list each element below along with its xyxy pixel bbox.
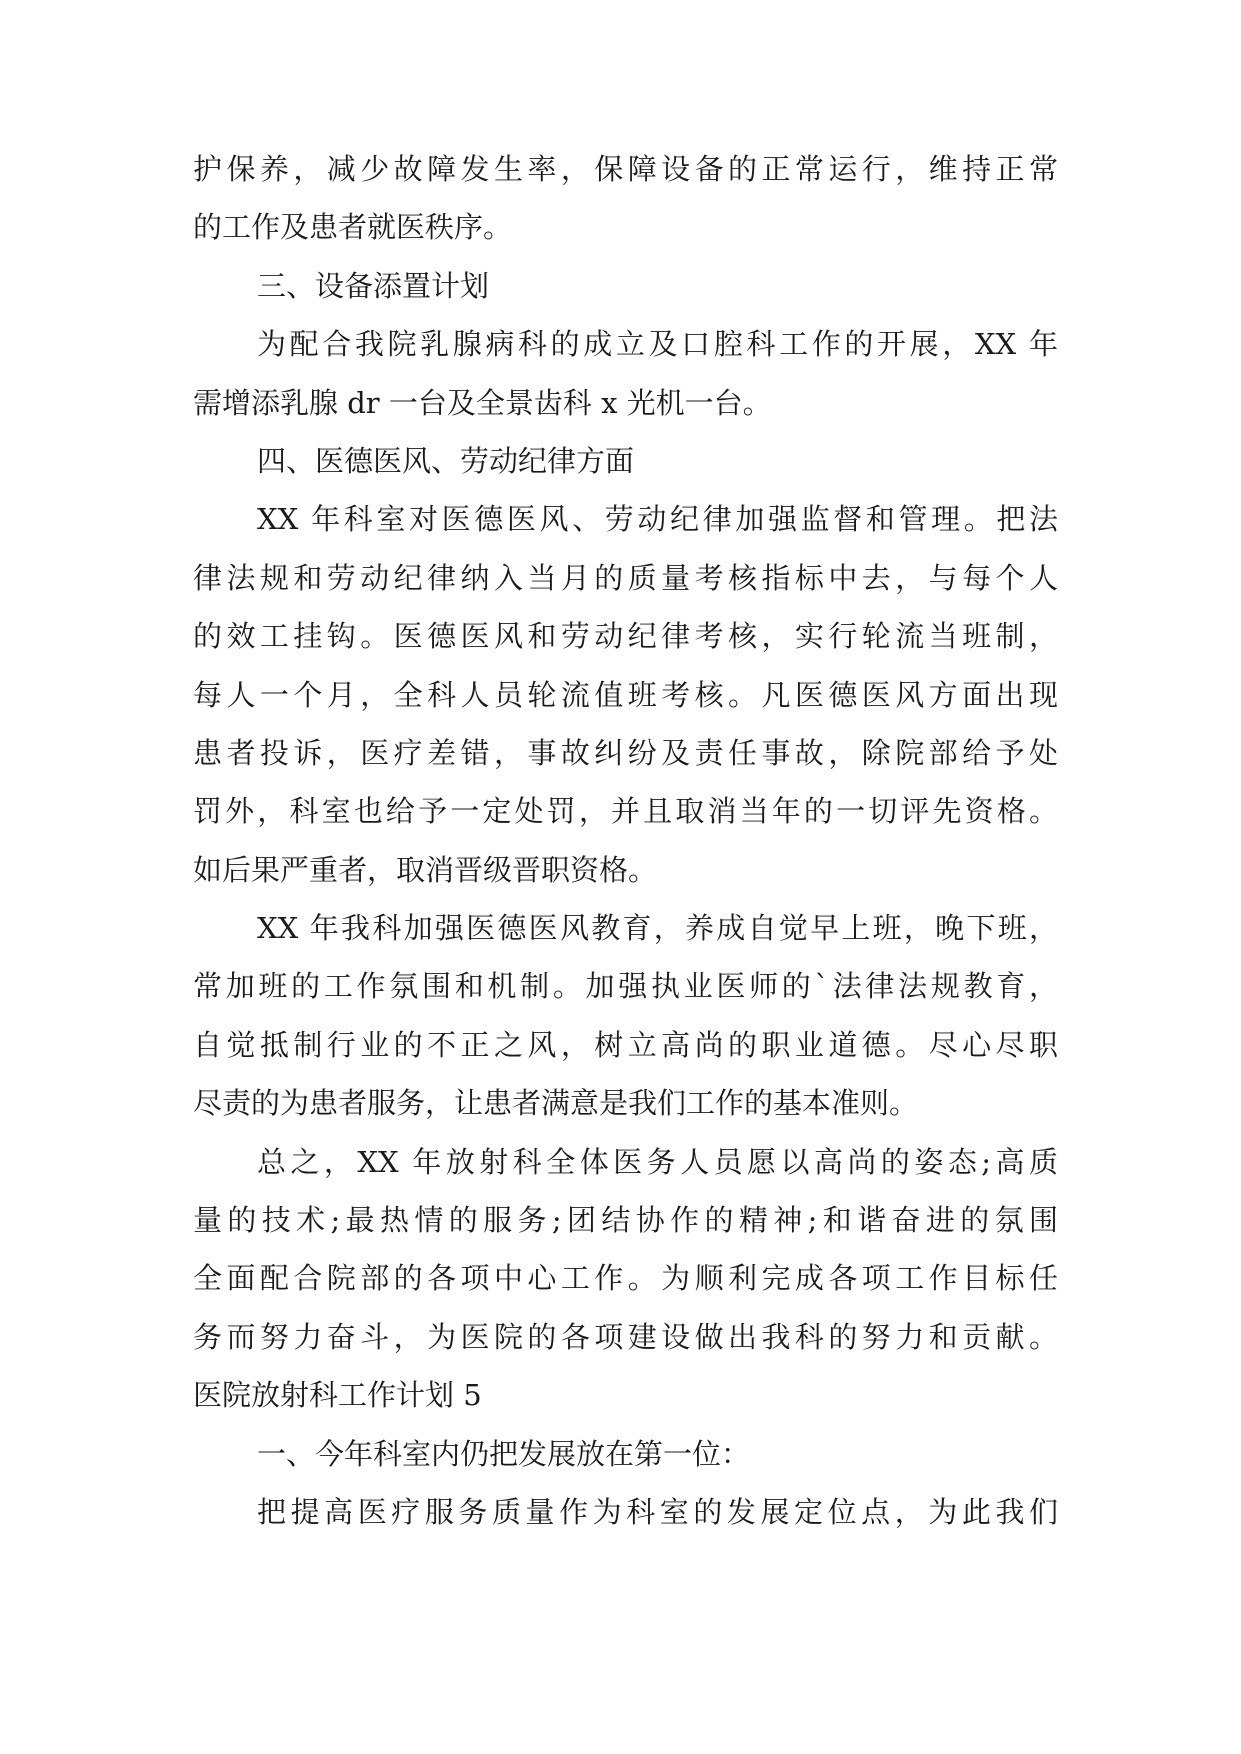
text-line: 罚外，科室也给予一定处罚，并且取消当年的一切评先资格。 (193, 794, 1058, 829)
text-line: 律法规和劳动纪律纳入当月的质量考核指标中去，与每个人 (193, 560, 1058, 595)
text-line: 为配合我院乳腺病科的成立及口腔科工作的开展，XX 年 (257, 327, 1058, 362)
text-line: 患者投诉，医疗差错，事故纠纷及责任事故，除院部给予处 (193, 735, 1058, 770)
text-line: 全面配合院部的各项中心工作。为顺利完成各项工作目标任 (193, 1261, 1058, 1296)
section-heading: 四、医德医风、劳动纪律方面 (257, 443, 635, 478)
text-line: 量的技术;最热情的服务;团结协作的精神;和谐奋进的氛围 (193, 1203, 1058, 1238)
text-line: 把提高医疗服务质量作为科室的发展定位点，为此我们 (257, 1494, 1058, 1529)
text-line: 自觉抵制行业的不正之风，树立高尚的职业道德。尽心尽职 (193, 1027, 1058, 1062)
text-line: 尽责的为患者服务，让患者满意是我们工作的基本准则。 (193, 1086, 919, 1121)
text-line: 常加班的工作氛围和机制。加强执业医师的`法律法规教育， (193, 969, 1058, 1004)
section-heading: 三、设备添置计划 (257, 268, 490, 303)
text-line: 护保养，减少故障发生率，保障设备的正常运行，维持正常 (193, 152, 1058, 186)
text-line: 务而努力奋斗，为医院的各项建设做出我科的努力和贡献。 (193, 1319, 1058, 1354)
document-title: 医院放射科工作计划 5 (193, 1378, 482, 1413)
text-line: 总之，XX 年放射科全体医务人员愿以高尚的姿态;高质 (257, 1144, 1058, 1179)
text-line: 每人一个月，全科人员轮流值班考核。凡医德医风方面出现 (193, 677, 1058, 712)
text-line: 需增添乳腺 dr 一台及全景齿科 x 光机一台。 (193, 385, 772, 420)
text-line: XX 年科室对医德医风、劳动纪律加强监督和管理。把法 (257, 502, 1058, 537)
text-line: 的效工挂钩。医德医风和劳动纪律考核，实行轮流当班制， (193, 619, 1058, 654)
section-heading: 一、今年科室内仍把发展放在第一位： (257, 1436, 751, 1471)
document-page (193, 140, 1058, 1541)
text-line: 的工作及患者就医秩序。 (193, 210, 513, 245)
text-line: XX 年我科加强医德医风教育，养成自觉早上班，晚下班， (257, 911, 1058, 946)
text-line: 如后果严重者，取消晋级晋职资格。 (193, 852, 658, 887)
